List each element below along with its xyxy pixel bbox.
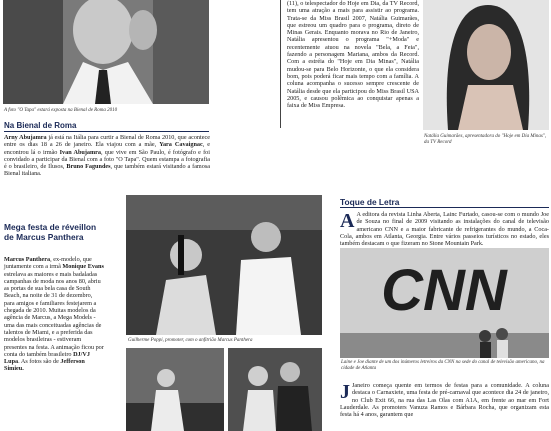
party-photo-dj	[126, 348, 224, 431]
toque-dropcap: A	[340, 210, 355, 232]
article-text: estrelava as maiores e mais badaladas campanhas de moda nos anos 80, abriu as portas de sua bela casa de South Beach, na noite de 31 de dezembro, para amigos e familiares festejarem a chegada de 2010. Muitas modelos da agência de Marcus, a Mega Models - uma das mais conceituadas agências de talentos de Miami, e a preferida das modelos brasileiras - estiveram presentes na festa. A animação ficou por conta do também brasileiro	[4, 270, 104, 358]
party-photo-caption: Guilherme Poppi, promoter, com o anfitrião Marcus Panthera	[128, 338, 253, 343]
natalia-caption: Natália Guimarães, apresentadora do "Hoje em Dia Minas", da TV Record	[424, 134, 547, 145]
toque-article-text: A editora da revista Linha Aberta, Lainc Furtado, casou-se com o mundo Joe de Souza no final de 2009 visitando as instalações do canal de televisão americano CNN e a maior fabricante de refrigerantes do mundo, a Coca-Cola, ambos em Atlanta, Georgia. Entre vários passeios turísticos no estado, eles também destacam o que fizeram no Stone Mountain Park.	[340, 211, 549, 248]
natalia-portrait	[423, 0, 549, 130]
bienal-section-title: Na Bienal de Roma	[4, 121, 77, 130]
article-text: , que vive em São Paulo, é fotógrafo e foi convidado a participar da Bienal com a foto "O Tapa". Quem estampa a fotografia é o brasileiro, de Ilusos,	[4, 148, 210, 171]
article-text: , e encontrou lá o irmão	[4, 141, 211, 156]
reveillon-article	[4, 256, 104, 373]
reveillon-section-title: Mega festa de réveillon de Marcus Panthera	[4, 222, 97, 242]
person-name: Yara Cavaignac	[159, 141, 203, 149]
cnn-logo-text: CNN	[381, 258, 507, 323]
article-text: , que também estará visitando a famosa Bienal italiana.	[4, 163, 210, 178]
cnn-logo-photo	[340, 248, 549, 358]
bienal-article	[4, 134, 210, 178]
party-photo-guests	[228, 348, 322, 431]
toque-section-rule	[340, 207, 549, 208]
carnaval-article	[340, 382, 549, 418]
natalia-article: (11), o telespectador do Hoje em Dia, da TV Record, tem uma atração a mais para assistir ao programa. Trata-se da Miss Brasil 2007, Natália Guimarães, que estreou um quadro para o programa, direto de Minas Gerais. Enquanto morava no Rio de Janeiro, Natália apresentou o programa "+Moda" e recentemente atuou na novela "Bela, a Feia", fazendo a personagem Mariana, ambos da Record. Com a estréia do "Hoje em Dia Minas", Natália mudou-se para Belo Horizonte, o que ela considera bom, pois poderá ficar mais tempo com a família. A coluna acompanha o sucesso sempre crescente de Natália desde que ela participou do Miss Brasil USA 2005, e causou polêmica ao conquistar apenas a faixa de Miss Empresa.	[287, 0, 419, 110]
person-name: Jefferson Simieu.	[4, 358, 85, 373]
carnaval-dropcap: J	[340, 381, 350, 403]
bienal-section-rule	[4, 131, 209, 132]
person-name: Bruno Fagundes	[66, 163, 111, 171]
toque-article	[340, 211, 549, 247]
column-divider-1	[280, 0, 281, 128]
article-text: . As fotos são de	[18, 358, 61, 366]
party-photo-main	[126, 195, 322, 335]
person-name: DJ/VJ Lupa	[4, 350, 90, 366]
article-text: , ex-modelo, que juntamente com a irmã	[4, 256, 92, 271]
carnaval-article-text: Janeiro começa quente em termos de festas para a comunidade. A coluna destaca o Carnaxiete, uma festa de pré-carnaval que acontece dia 24 de janeiro, no Club Exit 66, na rua das Las Olas com A1A, em frente ao mar em Fort Lauderdale. As promoters Vanuza Ramos e Bárbara Rocha, que organizam esta festa há 4 anos, garantem que	[340, 382, 549, 419]
toque-section-title: Toque de Letra	[340, 197, 400, 207]
person-name: Monique Evans	[62, 263, 104, 271]
article-text: já está na Itália para curtir a Bienal de Roma 2010, que acontece entre os dias 18 a 26 de janeiro. Ela viajou com a mãe,	[4, 134, 210, 149]
tapa-photo	[3, 0, 209, 104]
cnn-photo-caption: Laine e Joe diante de um dos inúmeros letreiros da CNN na sede do canal de televisão americano, na cidade de Atlanta	[341, 360, 545, 371]
person-name: Arny Abujamra	[4, 134, 47, 141]
person-name: Ivan Abujamra	[59, 148, 102, 156]
tapa-photo-caption: A foto "O Tapa" estará exposta na Bienal de Roma 2010	[4, 108, 118, 113]
person-name: Marcus Panthera	[4, 256, 51, 263]
